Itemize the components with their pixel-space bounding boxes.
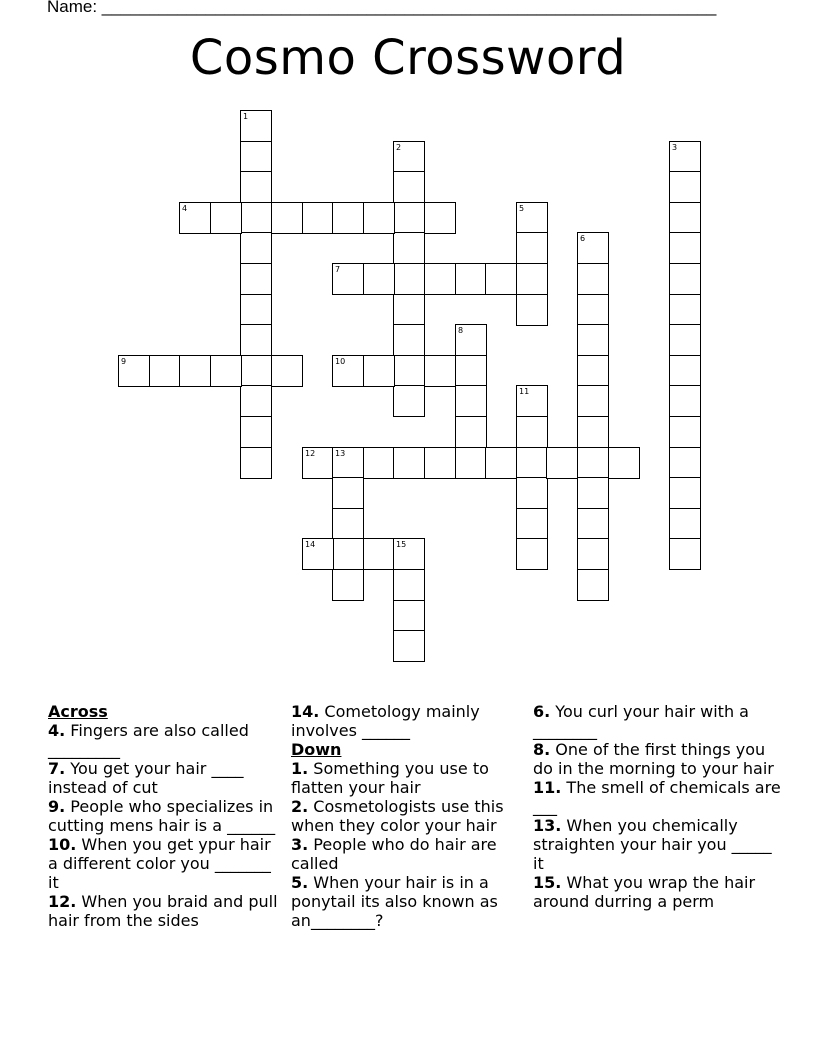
grid-cell[interactable]: [577, 569, 609, 601]
grid-cell[interactable]: [393, 171, 425, 203]
grid-cell[interactable]: [516, 294, 548, 326]
grid-cell[interactable]: [332, 538, 364, 570]
grid-cell[interactable]: [577, 508, 609, 540]
grid-cell[interactable]: [516, 202, 548, 234]
grid-cell[interactable]: [669, 202, 701, 234]
grid-cell[interactable]: [516, 447, 548, 479]
clue-number: 13: [335, 449, 346, 458]
grid-cell[interactable]: [393, 324, 425, 356]
grid-cell[interactable]: [240, 385, 272, 417]
grid-cell[interactable]: [424, 447, 456, 479]
clue-across-12: 12. When you braid and pull hair from the sides: [48, 892, 278, 930]
grid-cell[interactable]: [516, 416, 548, 448]
grid-cell[interactable]: [240, 324, 272, 356]
clue-number: 12: [305, 449, 316, 458]
clue-down-5: 5. When your hair is in a ponytail its also known as an________?: [291, 873, 498, 930]
clue-down-15: 15. What you wrap the hair around durring a perm: [533, 873, 756, 911]
grid-cell[interactable]: [455, 324, 487, 356]
grid-cell[interactable]: [149, 355, 181, 387]
down-heading: Down: [291, 740, 342, 759]
clue-number: 5: [519, 204, 525, 213]
grid-cell[interactable]: [179, 355, 211, 387]
grid-cell[interactable]: [332, 569, 364, 601]
grid-cell[interactable]: [332, 263, 364, 295]
grid-cell[interactable]: [577, 294, 609, 326]
grid-cell[interactable]: [424, 202, 456, 234]
grid-cell[interactable]: [455, 416, 487, 448]
grid-cell[interactable]: [669, 324, 701, 356]
grid-cell[interactable]: [669, 538, 701, 570]
clue-number: 6: [580, 234, 586, 243]
grid-cell[interactable]: [577, 263, 609, 295]
clues-column-1: [48, 702, 284, 930]
grid-cell[interactable]: [332, 508, 364, 540]
grid-cell[interactable]: [669, 477, 701, 509]
grid-cell[interactable]: [393, 447, 425, 479]
grid-cell[interactable]: [516, 538, 548, 570]
grid-cell[interactable]: [577, 447, 609, 479]
grid-cell[interactable]: [669, 355, 701, 387]
grid-cell[interactable]: [455, 263, 487, 295]
grid-cell[interactable]: [669, 508, 701, 540]
grid-cell[interactable]: [393, 355, 425, 387]
grid-cell[interactable]: [485, 447, 517, 479]
grid-cell[interactable]: [210, 355, 242, 387]
grid-cell[interactable]: [577, 538, 609, 570]
clue-number: 4: [182, 204, 188, 213]
grid-cell[interactable]: [363, 263, 395, 295]
name-field-line[interactable]: Name: _________________________________________________________________: [47, 0, 717, 16]
grid-cell[interactable]: [240, 110, 272, 142]
grid-cell[interactable]: [271, 202, 303, 234]
grid-cell[interactable]: [240, 263, 272, 295]
grid-cell[interactable]: [577, 416, 609, 448]
clue-number: 7: [335, 265, 341, 274]
grid-cell[interactable]: [240, 294, 272, 326]
grid-cell[interactable]: [302, 202, 334, 234]
grid-cell[interactable]: [669, 263, 701, 295]
grid-cell[interactable]: [424, 263, 456, 295]
clue-across-9: 9. People who specializes in cutting mens hair is a ______: [48, 797, 276, 835]
grid-cell[interactable]: [240, 171, 272, 203]
grid-cell[interactable]: [363, 447, 395, 479]
clue-number: 9: [121, 357, 127, 366]
grid-cell[interactable]: [393, 385, 425, 417]
clue-across-7: 7. You get your hair ____ instead of cut: [48, 759, 244, 797]
grid-cell[interactable]: [271, 355, 303, 387]
grid-cell[interactable]: [516, 477, 548, 509]
clue-number: 3: [672, 143, 678, 152]
grid-cell[interactable]: [516, 508, 548, 540]
grid-cell[interactable]: [393, 569, 425, 601]
grid-cell[interactable]: [577, 355, 609, 387]
grid-cell[interactable]: [332, 447, 364, 479]
grid-cell[interactable]: [516, 385, 548, 417]
clue-number: 10: [335, 357, 346, 366]
clue-number: 1: [243, 112, 249, 121]
grid-cell[interactable]: [516, 232, 548, 264]
grid-cell[interactable]: [240, 416, 272, 448]
clue-down-13: 13. When you chemically straighten your hair you _____ it: [533, 816, 772, 873]
grid-cell[interactable]: [240, 447, 272, 479]
clue-across-10: 10. When you get ypur hair a different color you _______ it: [48, 835, 271, 892]
clue-down-1: 1. Something you use to flatten your hair: [291, 759, 489, 797]
page-title: Cosmo Crossword: [189, 30, 627, 86]
grid-cell[interactable]: [577, 385, 609, 417]
grid-cell[interactable]: [332, 355, 364, 387]
grid-cell[interactable]: [240, 232, 272, 264]
grid-cell[interactable]: [393, 263, 425, 295]
clue-down-11: 11. The smell of chemicals are ___: [533, 778, 781, 816]
grid-cell[interactable]: [302, 447, 334, 479]
grid-cell[interactable]: [118, 355, 150, 387]
grid-cell[interactable]: [332, 477, 364, 509]
clues-column-2: [291, 702, 527, 930]
clue-number: 11: [519, 387, 530, 396]
grid-cell[interactable]: [363, 202, 395, 234]
grid-cell[interactable]: [210, 202, 242, 234]
clue-down-6: 6. You curl your hair with a ________: [533, 702, 749, 740]
grid-cell[interactable]: [455, 355, 487, 387]
grid-cell[interactable]: [485, 263, 517, 295]
grid-cell[interactable]: [608, 447, 640, 479]
grid-cell[interactable]: [393, 294, 425, 326]
grid-cell[interactable]: [669, 294, 701, 326]
grid-cell[interactable]: [240, 141, 272, 173]
grid-cell[interactable]: [669, 141, 701, 173]
grid-cell[interactable]: [669, 416, 701, 448]
grid-cell[interactable]: [669, 171, 701, 203]
clue-across-4: 4. Fingers are also called _________: [48, 721, 249, 759]
across-heading: Across: [48, 702, 108, 721]
clue-number: 8: [458, 326, 464, 335]
clue-number: 15: [396, 540, 407, 549]
clue-down-2: 2. Cosmetologists use this when they color your hair: [291, 797, 504, 835]
grid-cell[interactable]: [240, 355, 272, 387]
grid-cell[interactable]: [332, 202, 364, 234]
grid-cell[interactable]: [240, 202, 272, 234]
grid-cell[interactable]: [669, 385, 701, 417]
clue-down-3: 3. People who do hair are called: [291, 835, 497, 873]
grid-cell[interactable]: [393, 538, 425, 570]
grid-cell[interactable]: [455, 385, 487, 417]
grid-cell[interactable]: [669, 232, 701, 264]
grid-cell[interactable]: [577, 477, 609, 509]
grid-cell[interactable]: [393, 141, 425, 173]
grid-cell[interactable]: [363, 355, 395, 387]
grid-cell[interactable]: [393, 600, 425, 632]
grid-cell[interactable]: [302, 538, 334, 570]
clue-number: 14: [305, 540, 316, 549]
grid-cell[interactable]: [577, 324, 609, 356]
grid-cell[interactable]: [669, 447, 701, 479]
grid-cell[interactable]: [363, 538, 395, 570]
clues-column-3: [533, 702, 783, 911]
clue-down-8: 8. One of the first things you do in the morning to your hair: [533, 740, 774, 778]
grid-cell[interactable]: [393, 630, 425, 662]
grid-cell[interactable]: [393, 202, 425, 234]
grid-cell[interactable]: [516, 263, 548, 295]
grid-cell[interactable]: [455, 447, 487, 479]
clue-across-14: 14. Cometology mainly involves ______: [291, 702, 480, 740]
grid-cell[interactable]: [179, 202, 211, 234]
grid-cell[interactable]: [424, 355, 456, 387]
grid-cell[interactable]: [546, 447, 578, 479]
grid-cell[interactable]: [393, 232, 425, 264]
grid-cell[interactable]: [577, 232, 609, 264]
clue-number: 2: [396, 143, 402, 152]
